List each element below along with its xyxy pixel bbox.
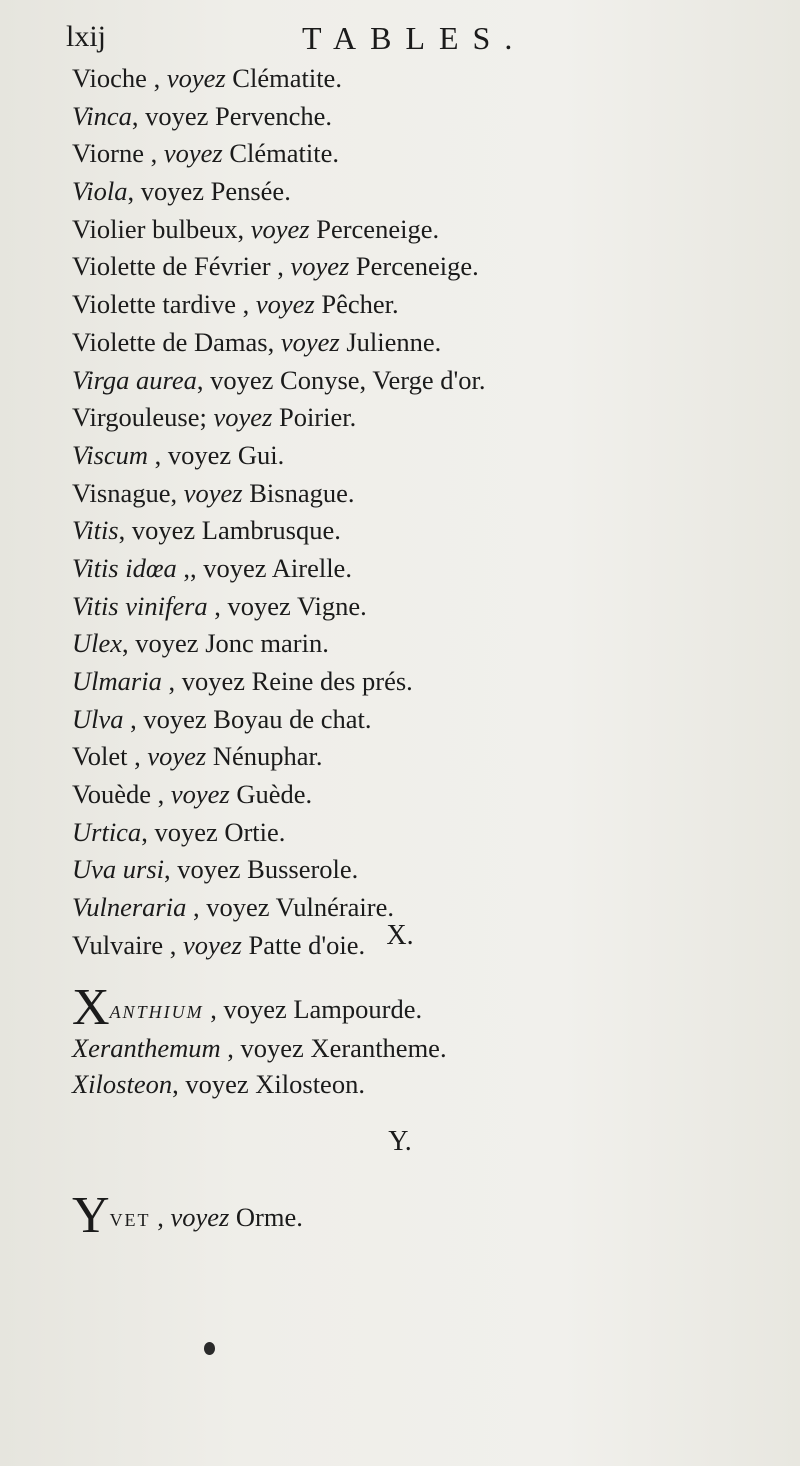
entry-voyez: voyez bbox=[223, 994, 287, 1024]
drop-initial-y: Y bbox=[72, 1187, 110, 1244]
entry-term: Violette de Février bbox=[72, 251, 271, 282]
entry-separator: , bbox=[186, 892, 207, 923]
entry-voyez: voyez bbox=[163, 138, 223, 169]
entry-target: Pervenche. bbox=[215, 100, 333, 131]
entry-target: Clématite. bbox=[232, 63, 342, 93]
index-entry-yvet bbox=[72, 1187, 303, 1244]
index-entry bbox=[72, 475, 752, 513]
entry-term: Vitis vinifera bbox=[72, 590, 208, 621]
entry-target: Julienne. bbox=[346, 326, 442, 357]
entry-separator: , bbox=[141, 816, 155, 847]
entry-term: Vouède bbox=[72, 779, 151, 810]
entry-target: Clématite. bbox=[229, 138, 340, 169]
entry-separator: , bbox=[235, 289, 256, 320]
entry-target: Ortie. bbox=[224, 816, 286, 847]
index-entry bbox=[72, 851, 752, 889]
entry-term: Vinca bbox=[72, 100, 132, 131]
entry-target: Pêcher. bbox=[321, 289, 399, 320]
entry-voyez: voyez bbox=[206, 892, 270, 923]
entry-voyez: voyez bbox=[143, 703, 207, 734]
index-entry bbox=[72, 98, 752, 136]
index-entry bbox=[72, 399, 752, 437]
index-entry bbox=[72, 173, 752, 211]
index-entry bbox=[72, 776, 752, 814]
index-entry bbox=[72, 324, 752, 362]
entry-separator: , bbox=[196, 364, 211, 395]
entry-voyez: voyez bbox=[255, 289, 315, 320]
entry-target: Busserole. bbox=[247, 854, 359, 885]
entry-voyez: voyez bbox=[166, 63, 226, 93]
ink-blot bbox=[204, 1342, 215, 1355]
entry-voyez: voyez bbox=[240, 1033, 304, 1063]
entry-voyez: voyez bbox=[185, 1069, 249, 1099]
entry-term: Urtica bbox=[72, 816, 142, 847]
entry-voyez: voyez bbox=[135, 628, 199, 659]
entry-target: Vulnéraire. bbox=[275, 892, 394, 923]
entry-separator: , bbox=[127, 176, 141, 207]
index-entry bbox=[72, 625, 752, 663]
entry-term: Vulvaire bbox=[72, 929, 164, 960]
entry-term: Vitis bbox=[72, 515, 119, 546]
entry-separator: , bbox=[151, 779, 171, 810]
entry-separator: , bbox=[237, 213, 251, 244]
entry-separator: , bbox=[270, 251, 291, 282]
entry-term: Violette de Damas bbox=[72, 326, 268, 357]
entry-voyez: voyez bbox=[145, 100, 209, 131]
entry-voyez: voyez bbox=[250, 213, 310, 244]
index-entry bbox=[72, 550, 752, 588]
entry-voyez: voyez bbox=[170, 779, 230, 810]
entry-separator: , bbox=[203, 994, 224, 1024]
index-entry bbox=[72, 362, 752, 400]
index-entry bbox=[72, 135, 752, 173]
entry-voyez: voyez bbox=[170, 1202, 230, 1232]
entry-term: Violier bulbeux bbox=[72, 213, 238, 244]
entry-term: Viscum bbox=[72, 439, 149, 470]
entry-target: Pensée. bbox=[210, 176, 291, 207]
entry-target: Perceneige. bbox=[355, 251, 479, 282]
entry-separator: , bbox=[163, 929, 183, 960]
entry-term: Ulmaria bbox=[72, 666, 162, 696]
page-header bbox=[66, 20, 740, 62]
entry-separator: , bbox=[148, 439, 168, 470]
entry-separator: , bbox=[267, 326, 281, 357]
entry-separator: ,, bbox=[176, 552, 204, 583]
entry-term: Xeranthemum bbox=[72, 1033, 221, 1063]
entry-separator: , bbox=[144, 138, 164, 169]
entry-term: Ulex bbox=[72, 628, 123, 659]
index-entry bbox=[72, 814, 752, 852]
index-entry bbox=[72, 286, 752, 324]
entry-separator: , bbox=[146, 63, 167, 93]
entry-term: Ulva bbox=[72, 703, 124, 734]
entry-target: Guède. bbox=[236, 779, 313, 810]
entry-voyez: voyez bbox=[227, 590, 291, 621]
entry-voyez: voyez bbox=[280, 326, 340, 357]
entry-term: Volet bbox=[72, 741, 128, 772]
entry-separator: , bbox=[161, 666, 182, 696]
entry-separator: , bbox=[172, 1069, 186, 1099]
index-entry-xilosteon bbox=[72, 1071, 365, 1098]
index-entry bbox=[72, 437, 752, 475]
entry-target: Nénuphar. bbox=[212, 741, 323, 772]
entry-separator: , bbox=[164, 854, 178, 885]
entry-term: Viorne bbox=[72, 138, 144, 169]
index-entry bbox=[72, 60, 752, 98]
entry-term: ANTHIUM bbox=[109, 1002, 204, 1022]
entry-term: Vioche bbox=[72, 63, 147, 93]
entry-voyez: voyez bbox=[147, 741, 207, 772]
index-entry bbox=[72, 701, 752, 739]
entry-separator: , bbox=[220, 1033, 241, 1063]
entry-target: Perceneige. bbox=[316, 213, 440, 244]
entry-separator: , bbox=[170, 477, 184, 508]
entry-separator: , bbox=[207, 590, 228, 621]
entry-target: Orme. bbox=[235, 1202, 303, 1232]
index-entry-xanthium bbox=[72, 979, 423, 1036]
entry-target: Bisnague. bbox=[249, 477, 355, 508]
entry-term: Virga aurea bbox=[72, 364, 197, 395]
entry-separator: , bbox=[122, 628, 136, 659]
running-title: TABLES. bbox=[302, 20, 527, 56]
entry-voyez: voyez bbox=[177, 854, 241, 885]
entry-target: Jonc marin. bbox=[205, 628, 329, 659]
entry-voyez: voyez bbox=[131, 515, 196, 546]
entry-target: Xilosteon. bbox=[255, 1069, 365, 1099]
entry-voyez: voyez bbox=[167, 439, 232, 470]
entry-target: Patte d'oie. bbox=[248, 929, 366, 960]
entry-term: Virgouleuse bbox=[72, 402, 200, 433]
index-entry bbox=[72, 588, 752, 626]
entry-term: Vulneraria bbox=[72, 892, 187, 923]
page-number: lxij bbox=[66, 20, 107, 53]
entry-term: Violette tardive bbox=[72, 289, 236, 320]
entry-target: Lampourde. bbox=[293, 994, 423, 1024]
index-entry bbox=[72, 738, 752, 776]
entry-term: VET bbox=[109, 1210, 151, 1230]
entry-target: Xerantheme. bbox=[310, 1033, 447, 1063]
entry-target: Poirier. bbox=[278, 402, 357, 433]
entry-target: Conyse, Verge d'or. bbox=[280, 364, 486, 395]
entry-voyez: voyez bbox=[181, 666, 245, 696]
entry-voyez: voyez bbox=[183, 929, 242, 960]
entry-voyez: voyez bbox=[154, 816, 218, 847]
entry-term: Vitis idœa bbox=[72, 552, 177, 583]
index-entry bbox=[72, 663, 752, 701]
index-entry-xeranthemum bbox=[72, 1035, 447, 1062]
index-entries bbox=[72, 60, 752, 965]
entry-separator: , bbox=[150, 1202, 171, 1232]
entry-target: Boyau de chat. bbox=[213, 703, 372, 734]
index-entry bbox=[72, 248, 752, 286]
entry-term: Visnague bbox=[72, 477, 171, 508]
index-entry bbox=[72, 211, 752, 249]
entry-separator: , bbox=[131, 100, 146, 131]
entry-voyez: voyez bbox=[210, 364, 274, 395]
entry-term: Xilosteon bbox=[72, 1069, 173, 1099]
drop-initial-x: X bbox=[72, 979, 110, 1036]
entry-voyez: voyez bbox=[140, 176, 204, 207]
entry-target: Lambrusque. bbox=[201, 515, 341, 546]
entry-term: Viola bbox=[72, 176, 128, 207]
entry-voyez: voyez bbox=[290, 251, 350, 282]
entry-separator: , bbox=[127, 741, 148, 772]
entry-voyez: voyez bbox=[183, 477, 243, 508]
section-heading-x: X. bbox=[386, 920, 414, 951]
entry-target: Gui. bbox=[237, 439, 285, 470]
entry-voyez: voyez bbox=[213, 402, 273, 433]
entry-separator: , bbox=[118, 515, 132, 546]
index-entry bbox=[72, 512, 752, 550]
entry-separator: ; bbox=[199, 402, 214, 433]
section-heading-y: Y. bbox=[388, 1126, 412, 1157]
entry-target: Vigne. bbox=[296, 590, 367, 621]
entry-target: Airelle. bbox=[271, 552, 352, 583]
entry-target: Reine des prés. bbox=[251, 666, 413, 696]
entry-separator: , bbox=[123, 703, 144, 734]
entry-term: Uva ursi bbox=[72, 854, 165, 885]
entry-voyez: voyez bbox=[203, 552, 267, 583]
